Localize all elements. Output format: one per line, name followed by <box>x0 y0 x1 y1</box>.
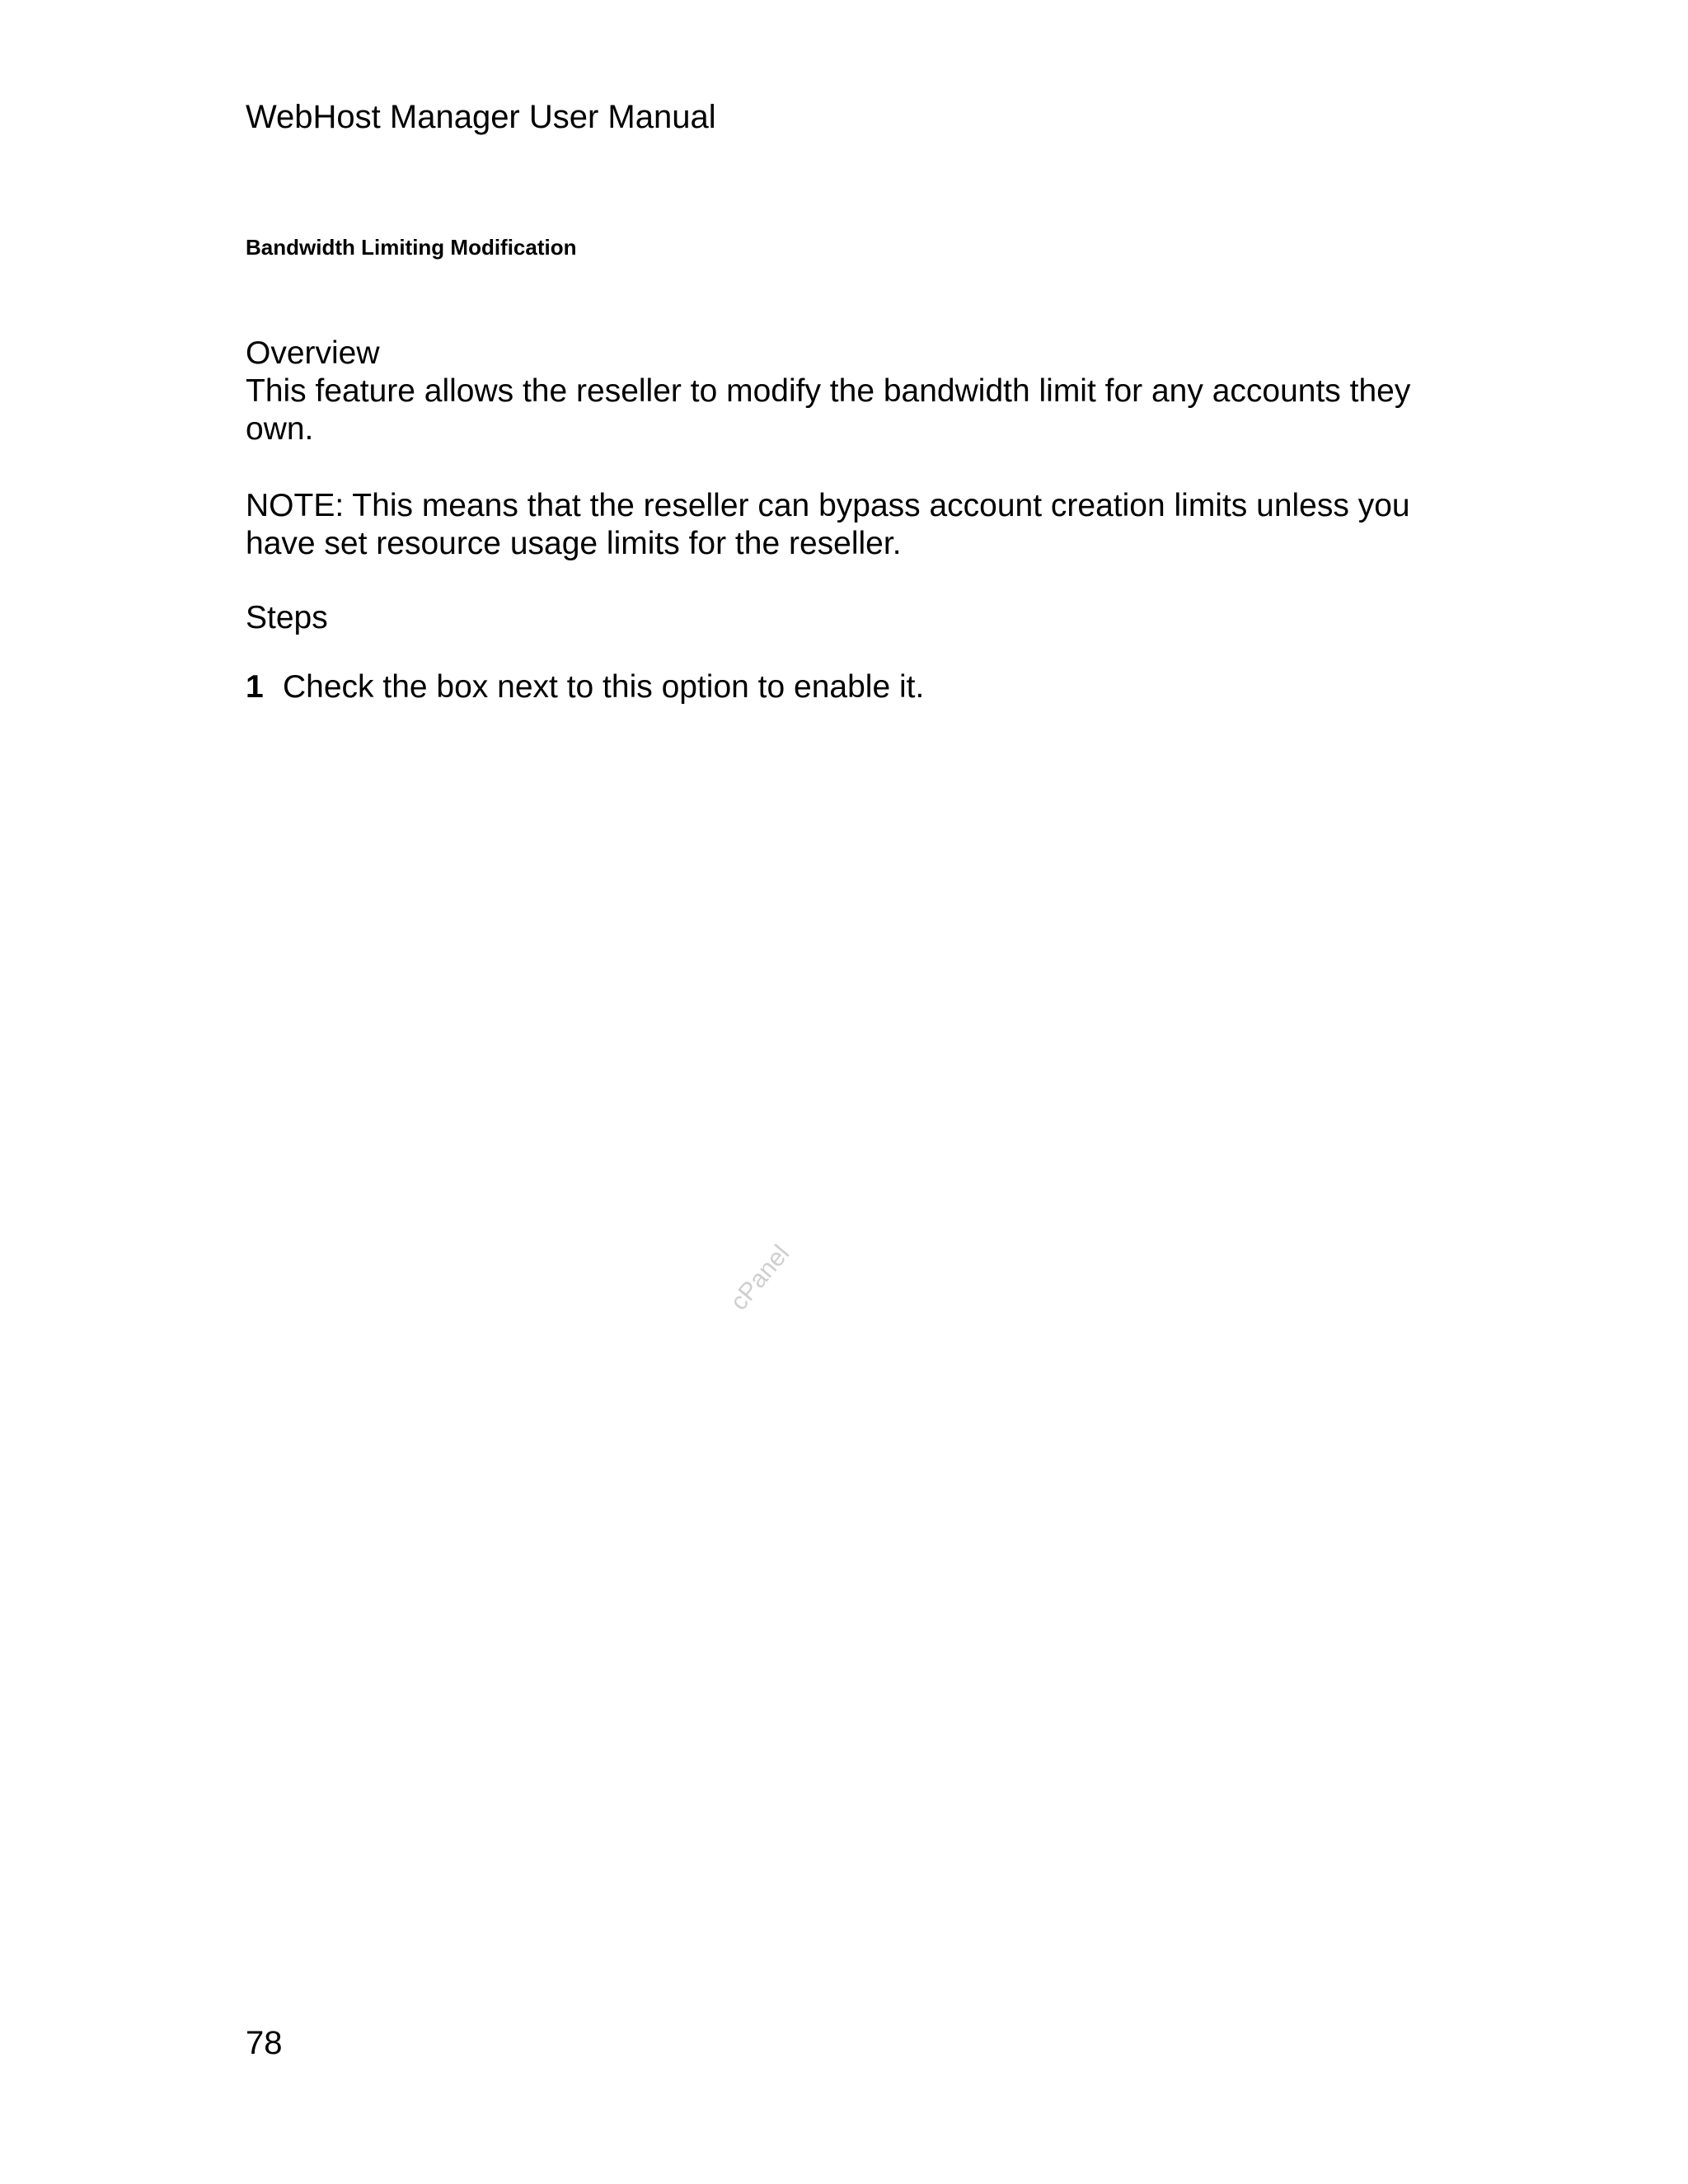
watermark-text: cPanel <box>725 1240 795 1316</box>
steps-heading: Steps <box>246 600 328 635</box>
step-number: 1 <box>246 669 264 705</box>
step-text: Check the box next to this option to enable it. <box>283 669 925 705</box>
section-heading: Bandwidth Limiting Modification <box>246 235 577 260</box>
running-header: WebHost Manager User Manual <box>246 99 716 135</box>
step-item <box>246 668 924 706</box>
note-paragraph: NOTE: This means that the reseller can bypass account creation limits unless you have set resource usage limits for the reseller. <box>246 488 1410 561</box>
overview-heading: Overview <box>246 335 380 371</box>
overview-paragraph: This feature allows the reseller to modify the bandwidth limit for any accounts they own. <box>246 373 1411 447</box>
page-number: 78 <box>246 2025 283 2061</box>
